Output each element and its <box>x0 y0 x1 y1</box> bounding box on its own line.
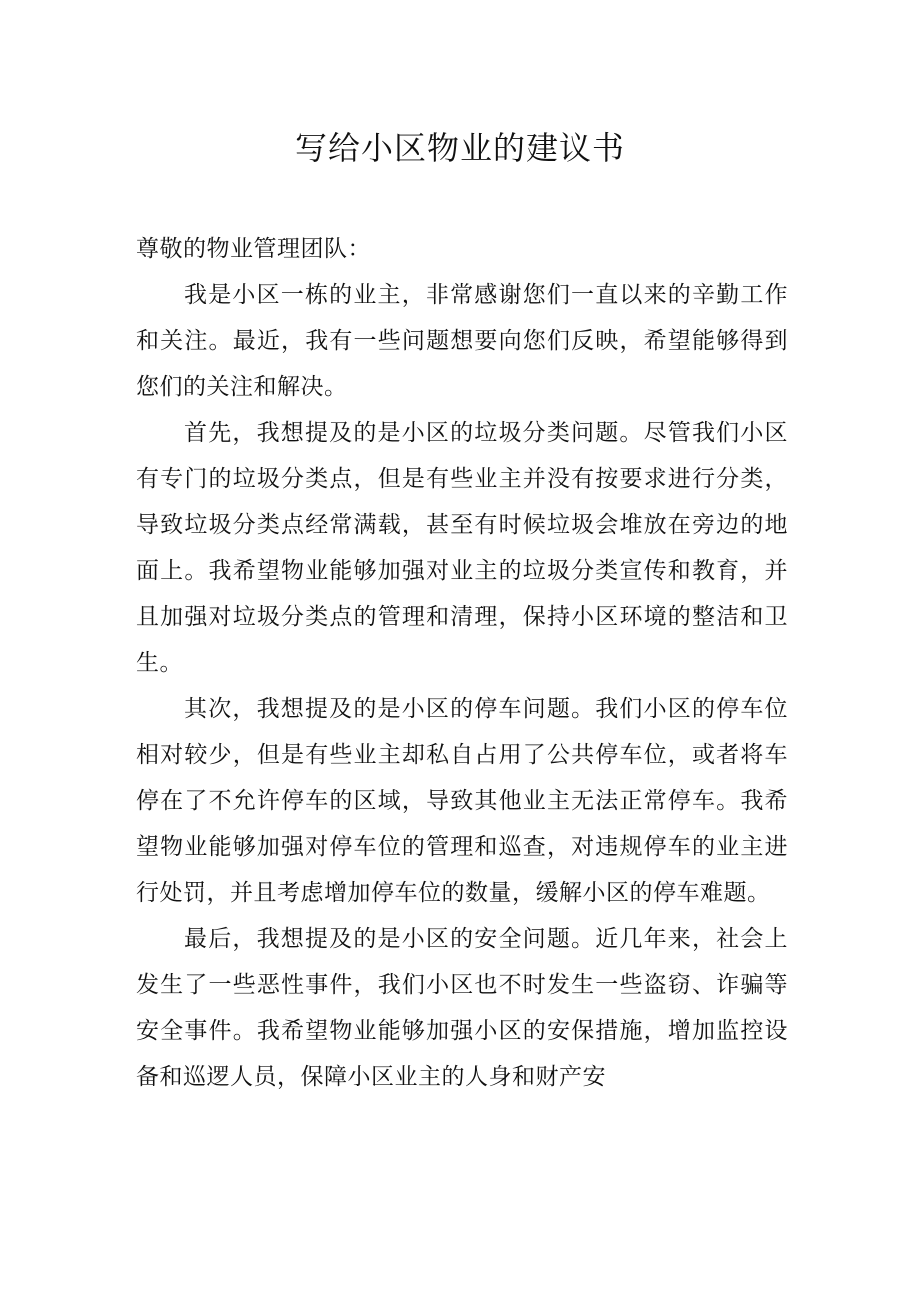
paragraph-safety: 最后，我想提及的是小区的安全问题。近几年来，社会上发生了一些恶性事件，我们小区也不时发生一些盗窃、诈骗等安全事件。我希望物业能够加强小区的安保措施，增加监控设备和巡逻人员，保障小区业主的人身和财产安 <box>136 926 788 1090</box>
paragraph-parking: 其次，我想提及的是小区的停车问题。我们小区的停车位相对较少，但是有些业主却私自占用了公共停车位，或者将车停在了不允许停车的区域，导致其他业主无法正常停车。我希望物业能够加强对停车位的管理和巡查，对违规停车的业主进行处罚，并且考虑增加停车位的数量，缓解小区的停车难题。 <box>136 696 788 906</box>
document-body <box>136 226 788 1100</box>
paragraph-garbage-sorting: 首先，我想提及的是小区的垃圾分类问题。尽管我们小区有专门的垃圾分类点，但是有些业主并没有按要求进行分类，导致垃圾分类点经常满载，甚至有时候垃圾会堆放在旁边的地面上。我希望物业能够加强对业主的垃圾分类宣传和教育，并且加强对垃圾分类点的管理和清理，保持小区环境的整洁和卫生。 <box>136 420 788 676</box>
salutation: 尊敬的物业管理团队： <box>136 236 371 262</box>
paragraph-intro: 我是小区一栋的业主，非常感谢您们一直以来的辛勤工作和关注。最近，我有一些问题想要向您们反映，希望能够得到您们的关注和解决。 <box>136 282 788 400</box>
document-title: 写给小区物业的建议书 <box>294 129 625 167</box>
